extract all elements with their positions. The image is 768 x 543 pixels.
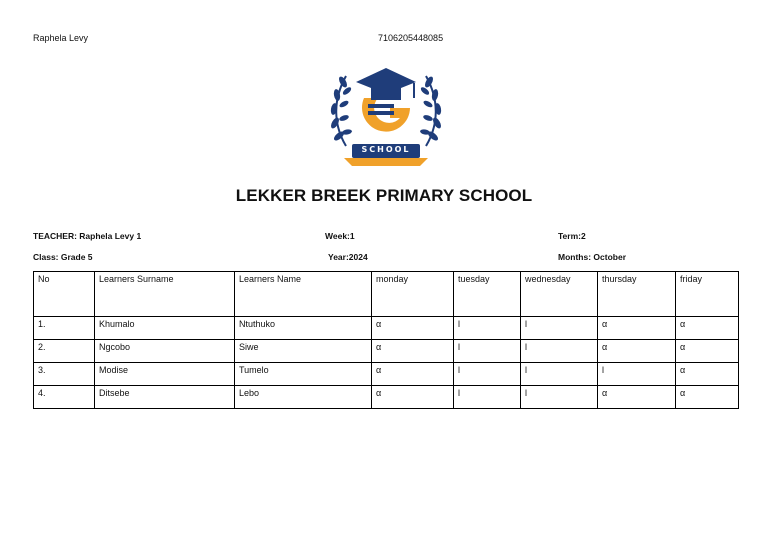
column-header: No <box>34 272 95 317</box>
table-cell: l <box>454 317 521 340</box>
header-name: Raphela Levy <box>33 33 89 43</box>
table-cell: Siwe <box>235 340 372 363</box>
table-cell: Lebo <box>235 386 372 409</box>
table-cell: α <box>372 386 454 409</box>
table-cell: Tumelo <box>235 363 372 386</box>
year-label: Year:2024 <box>328 252 368 262</box>
table-cell: Khumalo <box>95 317 235 340</box>
table-cell: Modise <box>95 363 235 386</box>
table-cell: Ntuthuko <box>235 317 372 340</box>
table-cell: α <box>372 363 454 386</box>
school-name-title: LEKKER BREEK PRIMARY SCHOOL <box>235 186 533 205</box>
table-cell: α <box>676 363 739 386</box>
column-header: Learners Name <box>235 272 372 317</box>
table-cell: l <box>521 363 598 386</box>
column-header: monday <box>372 272 454 317</box>
logo-ribbon-text: SCHOOL <box>361 145 411 154</box>
table-cell: 3. <box>34 363 95 386</box>
table-cell: 1. <box>34 317 95 340</box>
teacher-label: TEACHER: Raphela Levy 1 <box>33 231 142 241</box>
column-header: thursday <box>598 272 676 317</box>
table-cell: Ditsebe <box>95 386 235 409</box>
class-label: Class: Grade 5 <box>33 252 93 262</box>
table-cell: 4. <box>34 386 95 409</box>
table-cell: l <box>598 363 676 386</box>
table-cell: α <box>598 340 676 363</box>
table-cell: α <box>676 317 739 340</box>
table-cell: α <box>676 386 739 409</box>
week-label: Week:1 <box>325 231 355 241</box>
table-cell: l <box>521 340 598 363</box>
table-row <box>34 317 739 340</box>
school-logo <box>316 46 456 174</box>
table-cell: α <box>598 386 676 409</box>
table-cell: Ngcobo <box>95 340 235 363</box>
table-cell: l <box>454 386 521 409</box>
months-label: Months: October <box>558 252 626 262</box>
table-cell: α <box>676 340 739 363</box>
column-header: tuesday <box>454 272 521 317</box>
table-cell: 2. <box>34 340 95 363</box>
column-header: friday <box>676 272 739 317</box>
table-cell: α <box>598 317 676 340</box>
table-cell: l <box>521 386 598 409</box>
attendance-register-table <box>33 271 739 409</box>
column-header: wednesday <box>521 272 598 317</box>
table-row <box>34 340 739 363</box>
column-header: Learners Surname <box>95 272 235 317</box>
table-cell: l <box>521 317 598 340</box>
table-row <box>34 386 739 409</box>
table-cell: α <box>372 340 454 363</box>
table-header-row <box>34 272 739 317</box>
header-id-number: 7106205448085 <box>378 33 444 43</box>
term-label: Term:2 <box>558 231 586 241</box>
table-cell: l <box>454 363 521 386</box>
table-row <box>34 363 739 386</box>
table-cell: l <box>454 340 521 363</box>
table-cell: α <box>372 317 454 340</box>
